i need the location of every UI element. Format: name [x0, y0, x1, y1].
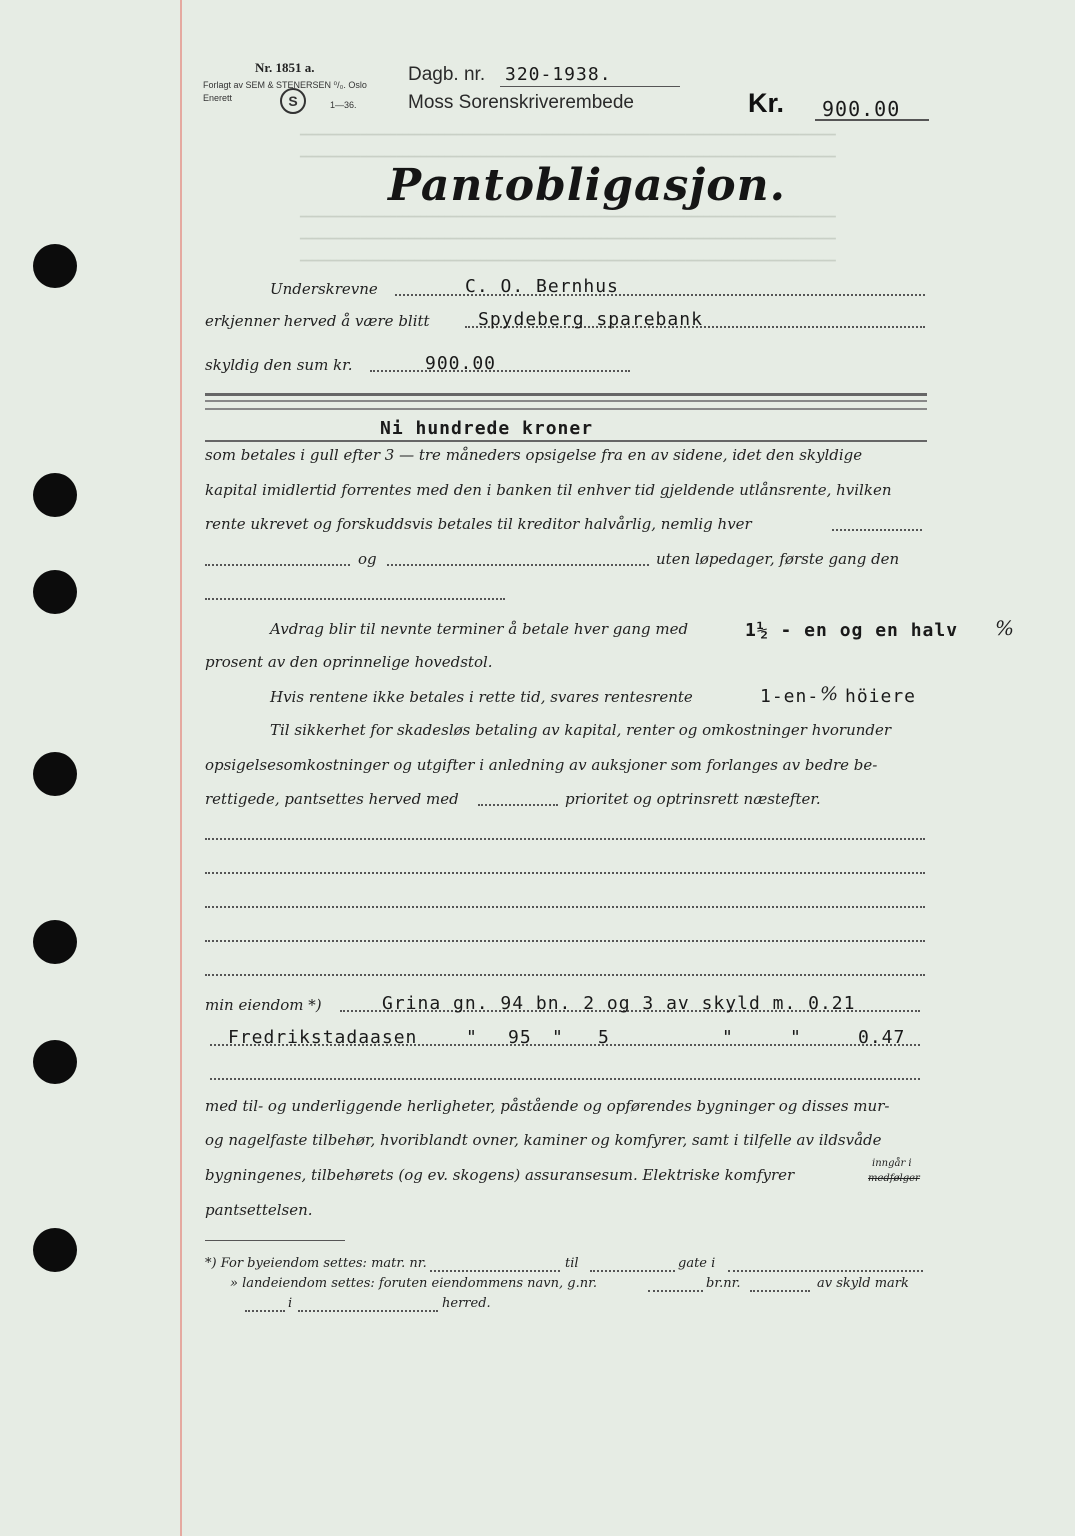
- fill-line: [728, 1270, 923, 1272]
- fill-line: [750, 1290, 810, 1292]
- property-bn: 5: [598, 1027, 610, 1048]
- undersigned-value: C. O. Bernhus: [465, 276, 619, 297]
- footnote-line: » landeiendom settes: foruten eiendommens navn, g.nr.: [230, 1276, 597, 1291]
- fill-line: [298, 1310, 438, 1312]
- punch-hole: [33, 1228, 77, 1272]
- struck-word: medfølger: [868, 1173, 920, 1184]
- show-through-text: ━━━━━━━━━━━━━━━━━━━━━━━━━━━━━━━━━━━━━━━━━━━━━━━━━━━━━━━━━━━━━━━━━━━━━━━━━━━━━━━━━━━━━━━━━: [300, 234, 836, 245]
- terms-line: rente ukrevet og forskuddsvis betales til kreditor halvårlig, nemlig hver: [205, 515, 752, 533]
- appurtenance-line: pantsettelsen.: [205, 1201, 313, 1219]
- sum-value: 900.00: [425, 353, 497, 374]
- fill-line: [205, 906, 925, 908]
- terms-line: uten løpedager, første gang den: [656, 550, 900, 568]
- terms-line: som betales i gull efter 3 — tre måneders opsigelse fra en av sidene, idet den skyldige: [205, 446, 863, 464]
- punch-hole: [33, 473, 77, 517]
- amount-words: Ni hundrede kroner: [380, 418, 594, 439]
- fill-line: [832, 529, 922, 531]
- fill-line: [370, 370, 630, 372]
- fill-line: [205, 838, 925, 840]
- show-through-text: ━━━━━━━━━━━━━━━━━━━━━━━━━━━━━━━━━━━━━━━━━━━━━━━━━━━━━━━━━━━━━━━━━━━━━━━━━━━━━━━━━━━━━━━━━: [300, 256, 836, 267]
- rente-value: 1-en-: [760, 686, 820, 707]
- sikkerhet-line: opsigelsesomkostninger og utgifter i anledning av auksjoner som forlanges av bedre be-: [205, 756, 878, 774]
- sikkerhet-line: prioritet og optrinsrett næstefter.: [565, 790, 821, 808]
- margin-rule: [180, 0, 182, 1536]
- appurtenance-line: bygningenes, tilbehørets (og ev. skogens) assuransesum. Elektriske komfyrer: [205, 1166, 795, 1184]
- property-label: min eiendom *): [205, 996, 322, 1014]
- dagb-value: 320-1938.: [505, 64, 612, 85]
- form-number: Nr. 1851 a.: [255, 60, 315, 75]
- dagb-label: Dagb. nr.: [408, 64, 486, 85]
- footnote-line: herred.: [442, 1296, 491, 1311]
- property-skyld: 0.47: [858, 1027, 906, 1048]
- rente-percent: %: [820, 683, 839, 705]
- sum-label: skyldig den sum kr.: [205, 356, 353, 374]
- footnote-line: *) For byeiendom settes: matr. nr.: [205, 1256, 427, 1271]
- fill-line: [205, 940, 925, 942]
- appurtenance-line: med til- og underliggende herligheter, påstående og opførendes bygninger og disses mur-: [205, 1097, 890, 1115]
- rule: [205, 440, 927, 442]
- footnote-line: av skyld mark: [817, 1276, 909, 1291]
- property-ditto: ": [722, 1027, 734, 1048]
- undersigned-label: Underskrevne: [270, 280, 378, 298]
- fill-line: [478, 804, 558, 806]
- property-name: Fredrikstadaasen: [228, 1027, 418, 1048]
- office-name: Moss Sorenskriverembede: [408, 92, 634, 113]
- punch-hole: [33, 1040, 77, 1084]
- publisher-enerett: Enerett: [203, 93, 233, 103]
- rente-label: Hvis rentene ikke betales i rette tid, svares rentesrente: [270, 688, 693, 706]
- punch-hole: [33, 752, 77, 796]
- fill-line: [205, 974, 925, 976]
- punch-hole: [33, 570, 77, 614]
- terms-og: og: [358, 550, 377, 568]
- show-through-text: ━━━━━━━━━━━━━━━━━━━━━━━━━━━━━━━━━━━━━━━━━━━━━━━━━━━━━━━━━━━━━━━━━━━━━━━━━━━━━━━━━━━━━━━━━: [300, 130, 836, 141]
- footnote-rule: [205, 1240, 345, 1241]
- property-ditto: ": [790, 1027, 802, 1048]
- show-through-text: ━━━━━━━━━━━━━━━━━━━━━━━━━━━━━━━━━━━━━━━━━━━━━━━━━━━━━━━━━━━━━━━━━━━━━━━━━━━━━━━━━━━━━━━━━: [300, 212, 836, 223]
- rente-after: höiere: [845, 686, 917, 707]
- fill-line: [387, 564, 649, 566]
- document-title: Pantobligasjon.: [388, 160, 786, 211]
- avdrag-label: Avdrag blir til nevnte terminer å betale hver gang med: [270, 620, 689, 638]
- property-ditto: ": [552, 1027, 564, 1048]
- property-ditto: ": [466, 1027, 478, 1048]
- kr-value: 900.00: [822, 97, 901, 121]
- acknowledge-label: erkjenner herved å være blitt: [205, 312, 430, 330]
- fill-line: [210, 1078, 920, 1080]
- show-through-text: ━━━━━━━━━━━━━━━━━━━━━━━━━━━━━━━━━━━━━━━━━━━━━━━━━━━━━━━━━━━━━━━━━━━━━━━━━━━━━━━━━━━━━━━━━: [300, 152, 836, 163]
- punch-hole: [33, 920, 77, 964]
- sikkerhet-line: Til sikkerhet for skadesløs betaling av kapital, renter og omkostninger hvorunder: [270, 721, 892, 739]
- avdrag-value: 1½ - en og en halv: [745, 620, 959, 641]
- avdrag-line2: prosent av den oprinnelige hovedstol.: [205, 653, 493, 671]
- fill-line: [590, 1270, 675, 1272]
- fill-line: [205, 564, 350, 566]
- fill-line: [205, 598, 505, 600]
- kr-label: Kr.: [748, 88, 785, 118]
- property-gn: 95: [508, 1027, 532, 1048]
- fill-line: [245, 1310, 285, 1312]
- fill-line: [430, 1270, 560, 1272]
- rule: [205, 393, 927, 396]
- footnote-line: gate i: [678, 1256, 716, 1271]
- rule: [205, 400, 927, 402]
- inngar-note: inngår i: [872, 1158, 912, 1169]
- fill-line: [648, 1290, 703, 1292]
- footnote-line: br.nr.: [706, 1276, 741, 1291]
- dagb-underline: [500, 86, 680, 87]
- footnote-line: i: [288, 1296, 293, 1311]
- appurtenance-line: og nagelfaste tilbehør, hvoriblandt ovner, kaminer og komfyrer, samt i tilfelle av ildsvåde: [205, 1131, 882, 1149]
- footnote-line: til: [565, 1256, 579, 1271]
- publisher-logo-icon: S: [280, 88, 306, 114]
- fill-line: [205, 872, 925, 874]
- creditor-value: Spydeberg sparebank: [478, 309, 703, 330]
- avdrag-percent: %: [995, 616, 1015, 640]
- publisher-line: Forlagt av SEM & STENERSEN ⁰/₀. Oslo: [203, 80, 367, 90]
- rule: [205, 408, 927, 410]
- property-line1: Grina gn. 94 bn. 2 og 3 av skyld m. 0.21: [382, 993, 856, 1014]
- terms-line: kapital imidlertid forrentes med den i banken til enhver tid gjeldende utlånsrente, hvilken: [205, 481, 892, 499]
- publisher-edition: 1—36.: [330, 100, 357, 110]
- sikkerhet-line: rettigede, pantsettes herved med: [205, 790, 459, 808]
- punch-hole: [33, 244, 77, 288]
